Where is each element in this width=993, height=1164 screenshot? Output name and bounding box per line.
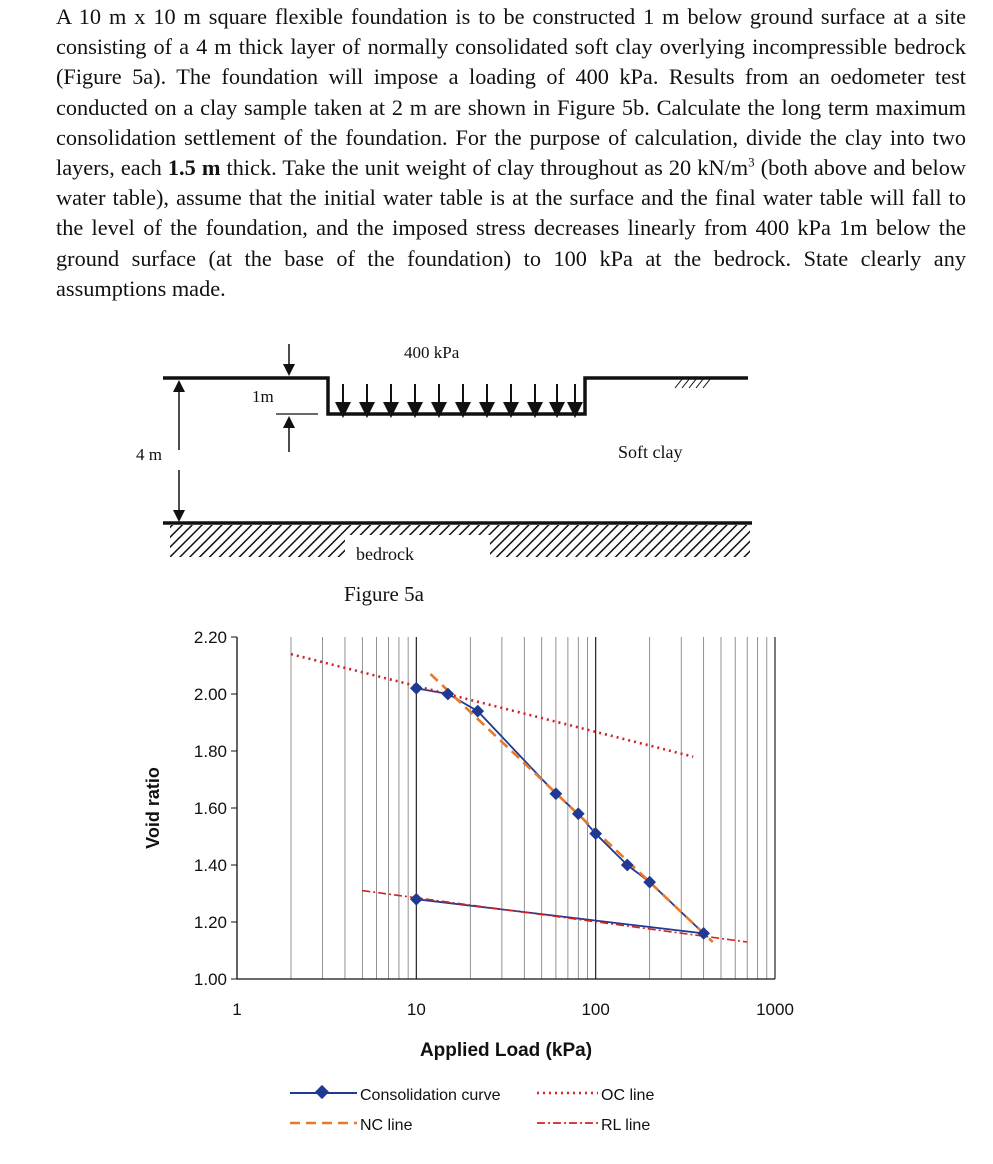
bedrock-hatch-right — [490, 525, 750, 557]
problem-text-3: (both above and below water table), assume that the initial water table is at the surface and the final water table will fall to the level of the foundation, and the imposed stress decreases linearly from 400 kPa 1m below the ground surface (at the base of the foundation) to 100 kPa at the bedrock. State clearly any assumptions made. — [56, 155, 966, 301]
y-tick-label: 1.60 — [193, 799, 227, 818]
y-tick-label: 1.80 — [193, 742, 227, 761]
x-tick-label: 1000 — [756, 1000, 794, 1019]
legend-label-oc: OC line — [601, 1087, 655, 1104]
y-tick-label: 1.20 — [193, 913, 227, 932]
legend-label-rl: RL line — [601, 1117, 651, 1134]
load-arrows — [343, 384, 575, 410]
data-point — [410, 893, 423, 906]
problem-text-1: A 10 m x 10 m square flexible foundation is to be constructed 1 m below ground surface at a site consisting of a 4 m thick layer of normally consolidated soft clay overlying incompressible bedrock (Figure 5a). The foundation will impose a loading of 400 kPa. Results from an oedometer test conducted on a clay sample taken at 2 m are shown in Figure 5b. Calculate the long term maximum consolidation settlement of the foundation. For the purpose of calculation, divide the clay into two layers, each — [56, 4, 966, 181]
x-tick-label: 100 — [581, 1000, 610, 1019]
data-point — [410, 682, 423, 695]
problem-text-2: thick. Take the unit weight of clay throughout as 20 kN/m — [220, 155, 749, 181]
y-tick-label: 2.20 — [193, 628, 227, 647]
legend-label-nc: NC line — [360, 1117, 413, 1134]
thickness-label: 4 m — [136, 445, 162, 464]
y-tick-label: 1.00 — [193, 970, 227, 989]
y-tick-label: 2.00 — [193, 685, 227, 704]
ground-and-foundation-outline — [163, 378, 748, 414]
x-tick-label: 1 — [232, 1000, 242, 1019]
legend-marker-consolidation — [315, 1085, 329, 1099]
figure-5b-chart — [0, 620, 993, 1160]
series-line-oc-line — [291, 654, 693, 757]
rock-label: bedrock — [356, 544, 414, 564]
x-tick-label: 10 — [406, 1000, 426, 1019]
legend-label-consolidation: Consolidation curve — [360, 1087, 501, 1104]
depth-label: 1m — [252, 387, 274, 406]
data-point — [442, 688, 455, 701]
y-axis-label: Void ratio — [143, 767, 163, 849]
series-line-consolidation-curve — [416, 688, 703, 933]
figure-5a-caption: Figure 5a — [344, 582, 424, 606]
problem-bold-thickness: 1.5 m — [167, 155, 221, 181]
legend — [290, 1085, 654, 1134]
y-tick-label: 1.40 — [193, 856, 227, 875]
problem-superscript: 3 — [748, 154, 755, 170]
soil-label: Soft clay — [618, 442, 683, 462]
problem-statement — [56, 2, 966, 304]
bedrock-hatch-mid — [345, 525, 490, 535]
bedrock-hatch-left — [170, 525, 345, 557]
load-label: 400 kPa — [404, 343, 460, 362]
x-axis-label: Applied Load (kPa) — [419, 1040, 593, 1061]
